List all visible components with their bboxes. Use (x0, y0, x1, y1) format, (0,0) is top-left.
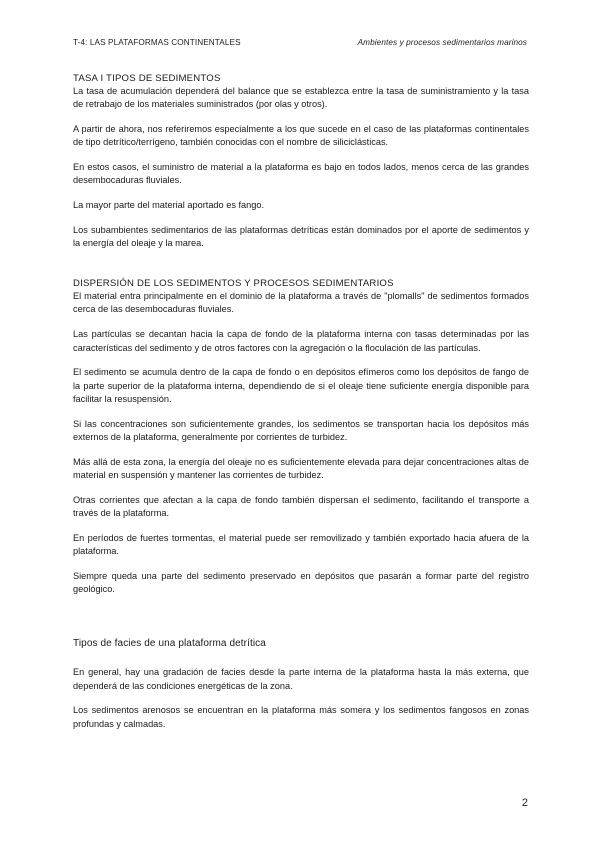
paragraph: En general, hay una gradación de facies desde la parte interna de la plataforma hasta la más externa, que dependerá de las condiciones energéticas de la zona. (73, 667, 529, 691)
page-content (73, 72, 529, 742)
paragraph: Otras corrientes que afectan a la capa de fondo también dispersan el sedimento, facilitando el transporte a través de la plataforma. (73, 494, 529, 519)
paragraph: Si las concentraciones son suficientemente grandes, los sedimentos se transportan hacia los depósitos más externos de la plataforma, generalmente por corrientes de turbidez. (73, 418, 529, 443)
paragraph: En períodos de fuertes tormentas, el material puede ser removilizado y también exportado hacia afuera de la plataforma. (73, 533, 529, 557)
section-title-tasa: TASA I TIPOS DE SEDIMENTOS (73, 73, 221, 84)
section-facies (73, 638, 529, 731)
paragraph: A partir de ahora, nos referiremos especialmente a los que sucede en el caso de las plataformas continentales de tipo detrítico/terrígeno, también conocidas con el nombre de siliciclásticas. (73, 124, 529, 148)
header-subject-title: Ambientes y procesos sedimentarios marinos (357, 38, 527, 47)
paragraph: La tasa de acumulación dependerá del balance que se establezca entre la tasa de suministramiento y la tasa de retrabajo de los materiales suministrados (por olas y otros). (73, 86, 529, 110)
paragraph: En estos casos, el suministro de material a la plataforma es bajo en todos lados, menos cerca de las grandes desembocaduras fluviales. (73, 162, 529, 186)
section-dispersion (73, 277, 529, 597)
page-header (73, 38, 527, 50)
paragraph: El sedimento se acumula dentro de la capa de fondo o en depósitos efímeros como los depósitos de fango de la parte superior de la plataforma interna, dependiendo de si el oleaje tiene suficiente energía disponible para facilitar la resuspensión. (73, 367, 529, 404)
section-title-dispersion: DISPERSIÓN DE LOS SEDIMENTOS Y PROCESOS SEDIMENTARIOS (73, 278, 394, 290)
paragraph: Las partículas se decantan hacia la capa de fondo de la plataforma interna con tasas determinadas por las características del sedimento y de otros factores con la agregación o la floculación de las partículas. (73, 329, 529, 353)
paragraph: Los subambientes sedimentarios de las plataformas detríticas están dominados por el aporte de sedimentos y la energía del oleaje y la marea. (73, 225, 529, 249)
paragraph: Siempre queda una parte del sedimento preservado en depósitos que pasarán a formar parte del registro geológico. (73, 571, 529, 595)
paragraph: La mayor parte del material aportado es fango. (73, 200, 265, 211)
section-title-facies: Tipos de facies de una plataforma detrítica (73, 638, 266, 650)
page-number: 2 (521, 797, 528, 809)
paragraph: El material entra principalmente en el dominio de la plataforma a través de "plomalls" de sedimentos formados cerca de las desembocaduras fluviales. (73, 291, 529, 315)
header-chapter-title: T-4: LAS PLATAFORMAS CONTINENTALES (73, 38, 241, 47)
paragraph: Los sedimentos arenosos se encuentran en la plataforma más somera y los sedimentos fangosos en zonas profundas y calmadas. (73, 705, 529, 729)
section-tasa (73, 72, 529, 251)
paragraph: Más allá de esta zona, la energía del oleaje no es suficientemente elevada para dejar concentraciones altas de material en suspensión y mantener las corrientes de turbidez. (73, 456, 529, 481)
